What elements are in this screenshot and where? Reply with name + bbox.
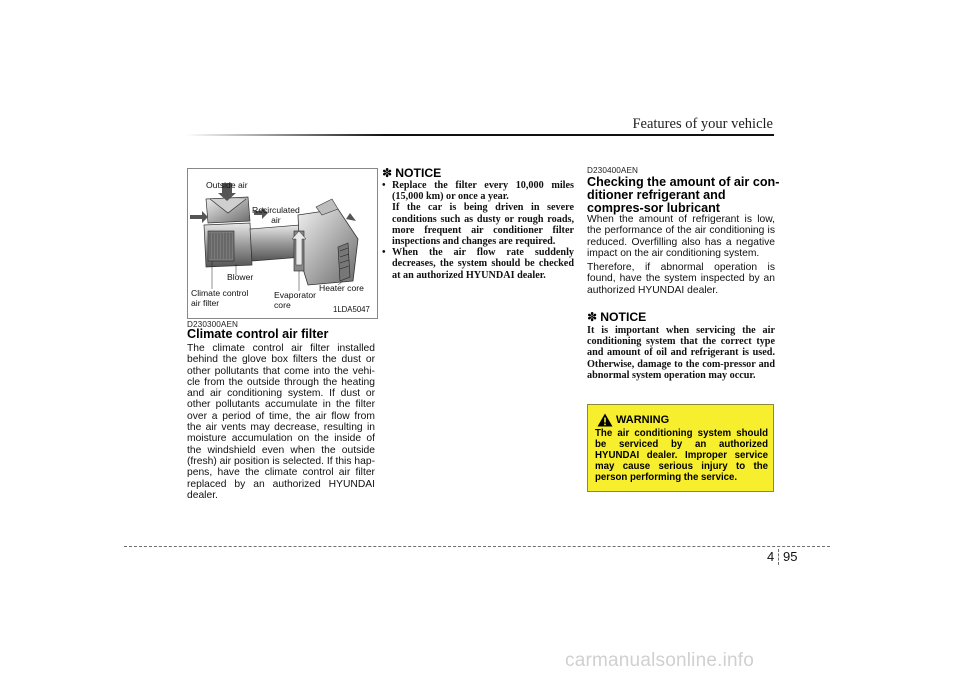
- notice-mark-icon: ✽: [587, 310, 598, 324]
- footer-rule: [124, 546, 830, 547]
- warning-title: WARNING: [616, 414, 670, 426]
- section-body-air-filter: The climate control air filter installed behind the glove box filters the dust or other pollutants that come into the vehi-cle from the outside through the heating and air conditioning system. If dust or other pollutants accumulate in the filter over a period of time, the air flow from the air vents may decrease, resulting in moisture accumulation on the inside of the windshield even when the outside (fresh) air position is selected. If this hap-pens, have the climate control air filter replaced by an authorized HYUNDAI dealer.: [187, 343, 375, 501]
- label-outside-air: Outside air: [206, 180, 248, 190]
- section-title-refrigerant: Checking the amount of air con-ditioner refrigerant and compres-sor lubricant: [587, 175, 780, 215]
- notice-title: NOTICE: [600, 310, 647, 324]
- watermark: carmanualsonline.info: [565, 650, 755, 671]
- label-evaporator-core: Evaporator core: [274, 290, 317, 310]
- page-number-divider: [778, 549, 779, 565]
- section-body-refrigerant-1: When the amount of refrigerant is low, the performance of the air conditioning is reduced. Overfilling also has a negative impact on the air conditioning system.: [587, 214, 775, 259]
- warning-body: The air conditioning system should be serviced by an authorized HYUNDAI dealer. Improper service may cause serious injury to the person performing the service.: [595, 428, 768, 483]
- warning-box: [587, 404, 774, 492]
- figure-code: 1LDA5047: [333, 305, 370, 314]
- notice-item-text: • When the air flow rate suddenly decreases, the system should be checked at an authorized HYUNDAI dealer.: [392, 247, 574, 281]
- notice-mark-icon: ✽: [382, 166, 393, 180]
- chapter-number: 4: [767, 549, 775, 564]
- notice-item-text: If the car is being driven in severe conditions such as dusty or rough roads, more frequent air conditioner filter inspections and changes are required.: [392, 202, 574, 248]
- warning-triangle-icon: [597, 413, 613, 427]
- notice-list-filter: [382, 180, 574, 281]
- section-code-air-filter: D230300AEN: [187, 320, 239, 329]
- section-body-refrigerant-2: Therefore, if abnormal operation is found, have the system inspected by an authorized HYUNDAI dealer.: [587, 262, 775, 296]
- notice-heading-refrigerant: [587, 310, 646, 324]
- page-number: 95: [783, 549, 798, 564]
- notice-item: [382, 247, 574, 281]
- section-title-air-filter: Climate control air filter: [187, 327, 329, 341]
- notice-item-text: • Replace the filter every 10,000 miles (15,000 km) or once a year.: [392, 180, 574, 203]
- notice-body-refrigerant: It is important when servicing the air conditioning system that the correct type and amount of oil and refrigerant is used. Otherwise, damage to the com-pressor and abnormal system operation may occur.: [587, 325, 775, 381]
- label-climate-control-air-filter: Climate control air filter: [191, 288, 249, 308]
- section-code-refrigerant: D230400AEN: [587, 166, 639, 175]
- air-flow-diagram: [187, 168, 378, 319]
- header-rule: [186, 134, 774, 136]
- notice-title: NOTICE: [395, 166, 442, 180]
- label-heater-core: Heater core: [319, 283, 364, 293]
- label-recirculated-air: Recirculated air: [252, 205, 300, 225]
- notice-item: [382, 180, 574, 247]
- notice-heading-filter: [382, 166, 441, 180]
- page-header-title: Features of your vehicle: [632, 116, 773, 132]
- label-blower: Blower: [227, 272, 254, 282]
